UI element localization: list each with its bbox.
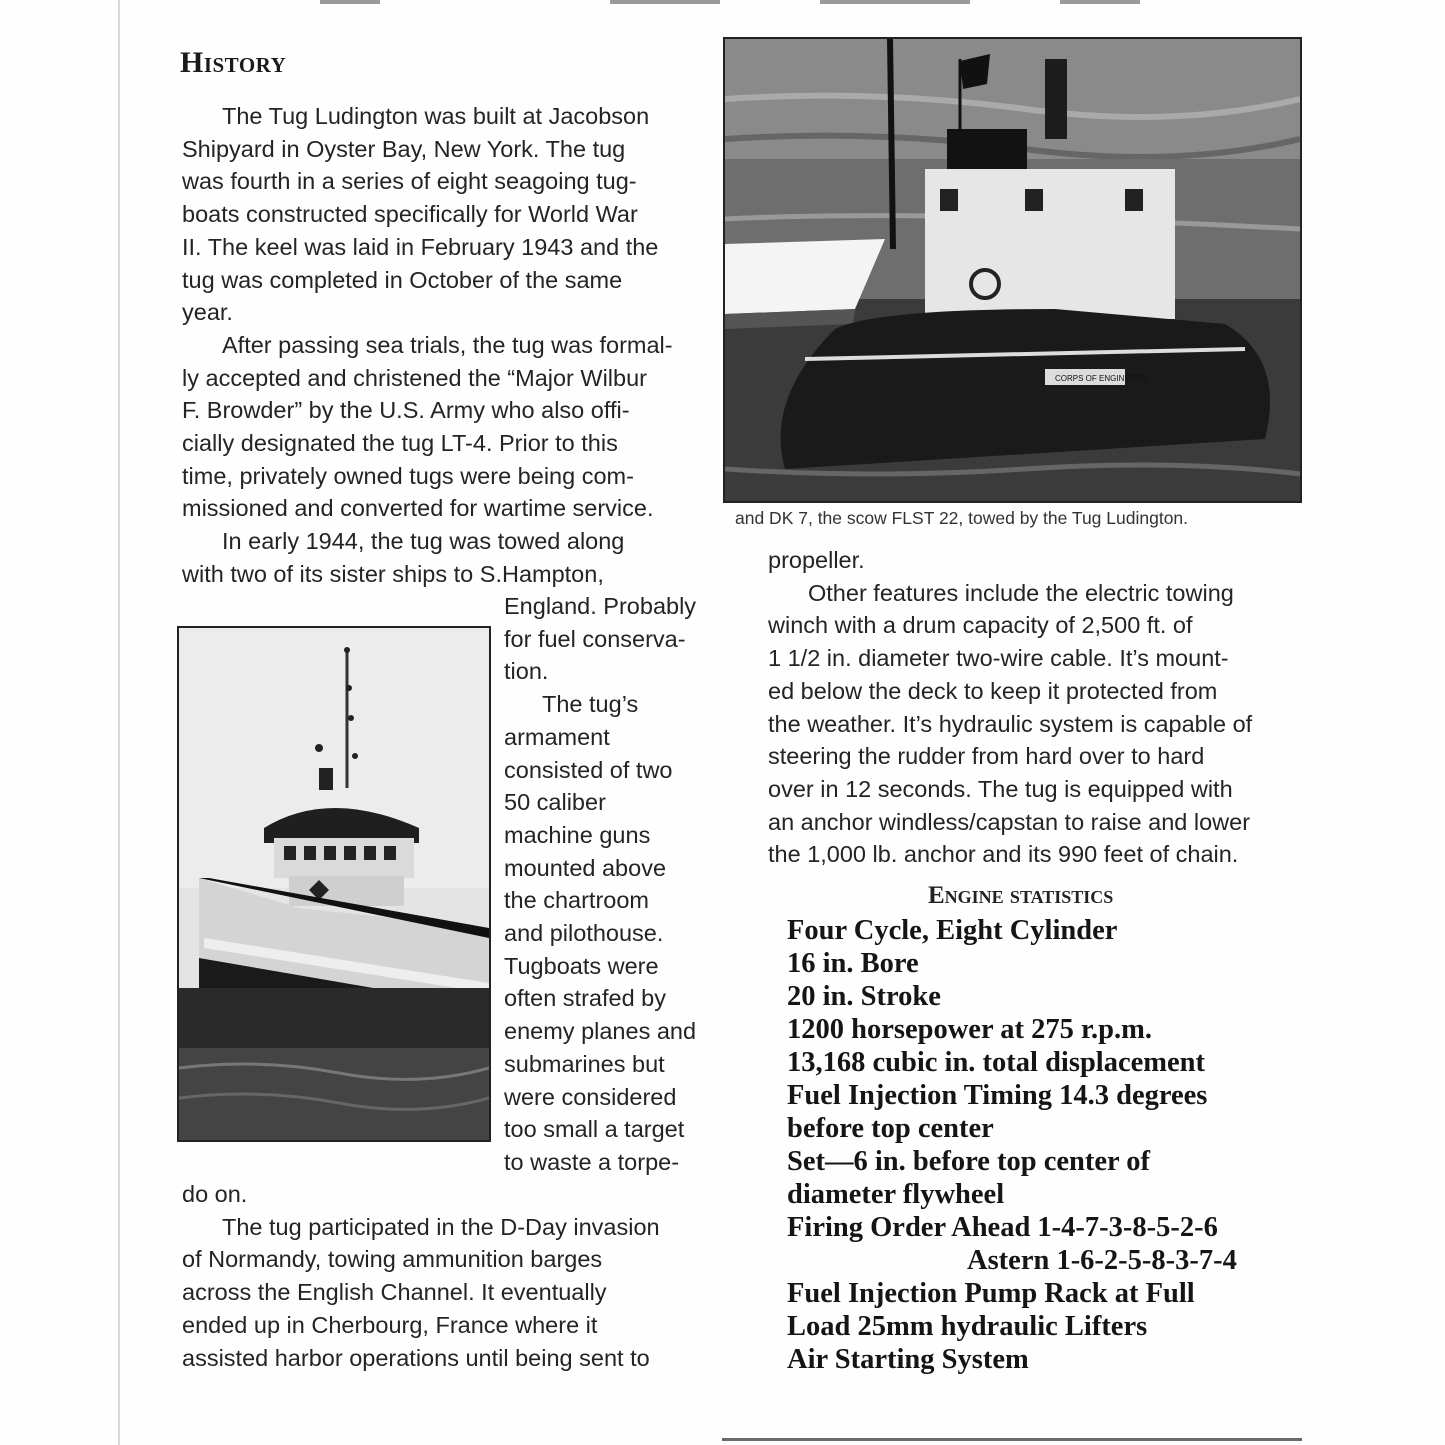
top-page-scraps [300,0,1300,6]
stat-line: 16 in. Bore [787,948,919,979]
stat-line: Air Starting System [787,1344,1029,1375]
stat-line: Firing Order Ahead 1-4-7-3-8-5-2-6 [787,1212,1218,1243]
stat-line: 20 in. Stroke [787,981,941,1012]
col1-wrap-text: England. Probably for fuel conserva- tion. The tug’s armament consisted of two 50 caliber machine guns mounted above the chartroom and pilothouse. Tugboats were often strafed by enemy planes and submarines but were considered too small a target to waste a torpe- [504,593,697,1175]
col1-top-text: The Tug Ludington was built at Jacobson Shipyard in Oyster Bay, New York. The tug was fourth in a series of eight seagoing tug- boats constructed specifically for World War II. The keel was laid in February 1943 and the tug was completed in October of the same year. After passing sea trials, the tug was formal- ly accepted and christened the “Major Wilbur F. Browder” by the U.S. Army who also offi- cially designated the tug LT-4. Prior to this time, privately owned tugs were being com- missioned and converted for wartime service. In early 1944, the tug was towed along with two of its sister ships to S.Hampton, [182,103,673,587]
stat-line: diameter flywheel [787,1179,1005,1210]
engine-statistics-heading: Engine statistics [928,882,1114,909]
stat-line: Fuel Injection Timing 14.3 degrees [787,1080,1208,1111]
stat-line: Load 25mm hydraulic Lifters [787,1311,1148,1342]
page-edge-bottom [722,1438,1302,1441]
tugboat-bow-photo [177,626,491,1142]
stat-line: before top center [787,1113,994,1144]
stat-line: Set—6 in. before top center of [787,1146,1151,1177]
stat-line: Astern 1-6-2-5-8-3-7-4 [967,1245,1237,1276]
photo-caption: and DK 7, the scow FLST 22, towed by the Tug Ludington. [735,508,1189,528]
stat-line: Four Cycle, Eight Cylinder [787,915,1118,946]
stat-line: 1200 horsepower at 275 r.p.m. [787,1014,1152,1045]
hull-text: CORPS OF ENGINEERS [1055,374,1147,383]
col2-text: propeller. Other features include the electric towing winch with a drum capacity of 2,500 ft. of 1 1/2 in. diameter two-wire cable. It’s mount- ed below the deck to keep it protected from the weather. It’s hydraulic system is capable of steering the rudder from hard over to hard over in 12 seconds. The tug is equipped with an anchor windless/capstan to raise and lower the 1,000 lb. anchor and its 990 feet of chain. [768,547,1253,868]
section-heading: History [180,46,287,79]
col1-bottom-text: do on. The tug participated in the D-Day invasion of Normandy, towing ammunition barges across the English Channel. It eventually ended up in Cherbourg, France where it assisted harbor operations until being sent to [182,1181,660,1371]
engine-statistics-list [787,914,1237,1376]
stat-line: Fuel Injection Pump Rack at Full [787,1278,1195,1309]
stat-line: 13,168 cubic in. total displacement [787,1047,1205,1078]
tugboat-stern-photo [723,37,1302,503]
page-edge [118,0,120,1445]
